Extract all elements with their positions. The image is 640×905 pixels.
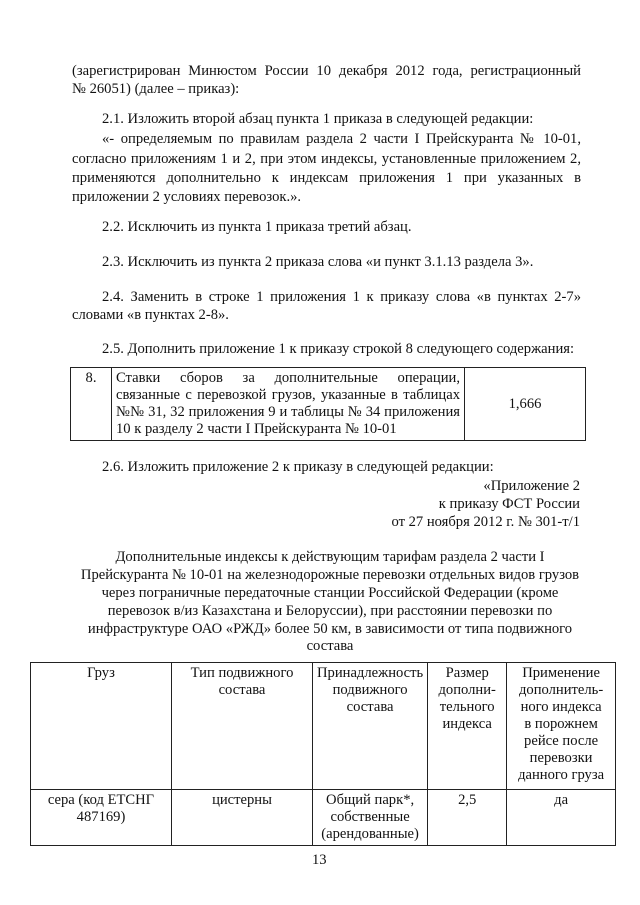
appendix-order: к приказу ФСТ России (438, 496, 580, 512)
cell-cargo: сера (код ЕТСНГ 487169) (31, 790, 172, 846)
paragraph-2-4-line: словами «в пунктах 2-8». (72, 307, 229, 323)
header-line: № 26051) (далее – приказ): (72, 81, 240, 97)
index-table (30, 662, 616, 846)
row8-description: Ставки сборов за дополнительные операции, связанные с перевозкой грузов, указанные в таблицах №№ 31, 32 приложения 9 и таблицы № 34 приложения 10 к разделу 2 части I Прейскуранта № 10-01 (112, 368, 465, 441)
quote-line: «- определяемым по правилам раздела 2 части I Прейскуранта № 10-01, (102, 131, 581, 147)
cell-index-size: 2,5 (428, 790, 507, 846)
cell-application: да (507, 790, 616, 846)
table-title-line: через пограничные передаточные станции Российской Федерации (кроме (101, 585, 559, 601)
header-application: Применение дополнитель- ного индекса в порожнем рейсе после перевозки данного груза (507, 663, 616, 790)
paragraph-2-4-line: 2.4. Заменить в строке 1 приложения 1 к приказу слова «в пунктах 2-7» (102, 289, 581, 305)
table-title-line: инфраструктуре ОАО «РЖД» более 50 км, в зависимости от типа подвижного (87, 621, 573, 637)
quote-line: приложении 2 условиях перевозок.». (72, 189, 302, 205)
table-title-line: перевозок в/из Казахстана и Белоруссии), при расстоянии перевозки по (107, 603, 553, 619)
table-title-line: состава (306, 638, 354, 654)
paragraph-2-3: 2.3. Исключить из пункта 2 приказа слова «и пункт 3.1.13 раздела 3». (102, 254, 534, 270)
header-cargo: Груз (31, 663, 172, 790)
quote-line: применяются дополнительно к индексам приложения 1 при указанных в (72, 170, 581, 186)
header-index-size: Размер дополни- тельного индекса (428, 663, 507, 790)
table-row (31, 790, 616, 846)
quote-line: согласно приложениям 1 и 2, при этом индексы, установленные приложением 2, (72, 151, 581, 167)
table-header-row (31, 663, 616, 790)
table-title-line: Прейскуранта № 10-01 на железнодорожные перевозки отдельных видов грузов (80, 567, 580, 583)
row8-table (70, 367, 586, 441)
row8-value: 1,666 (465, 368, 586, 441)
header-line: (зарегистрирован Минюстом России 10 декабря 2012 года, регистрационный (72, 63, 581, 79)
header-ownership: Принадлежность подвижного состава (313, 663, 428, 790)
table-row (71, 368, 586, 441)
paragraph-2-2: 2.2. Исключить из пункта 1 приказа третий абзац. (102, 219, 412, 235)
header-rolling-stock-type: Тип подвижного состава (172, 663, 313, 790)
cell-rolling-stock-type: цистерны (172, 790, 313, 846)
appendix-date: от 27 ноября 2012 г. № 301-т/1 (391, 514, 580, 530)
appendix-label: «Приложение 2 (483, 478, 580, 494)
table-title-line: Дополнительные индексы к действующим тарифам раздела 2 части I (115, 549, 545, 565)
cell-ownership: Общий парк*, собственные (арендованные) (313, 790, 428, 846)
page-number: 13 (312, 852, 327, 868)
paragraph-2-5: 2.5. Дополнить приложение 1 к приказу строкой 8 следующего содержания: (102, 341, 575, 357)
paragraph-2-6: 2.6. Изложить приложение 2 к приказу в следующей редакции: (102, 459, 494, 475)
row8-number: 8. (71, 368, 112, 441)
paragraph-2-1-intro: 2.1. Изложить второй абзац пункта 1 приказа в следующей редакции: (102, 111, 534, 127)
